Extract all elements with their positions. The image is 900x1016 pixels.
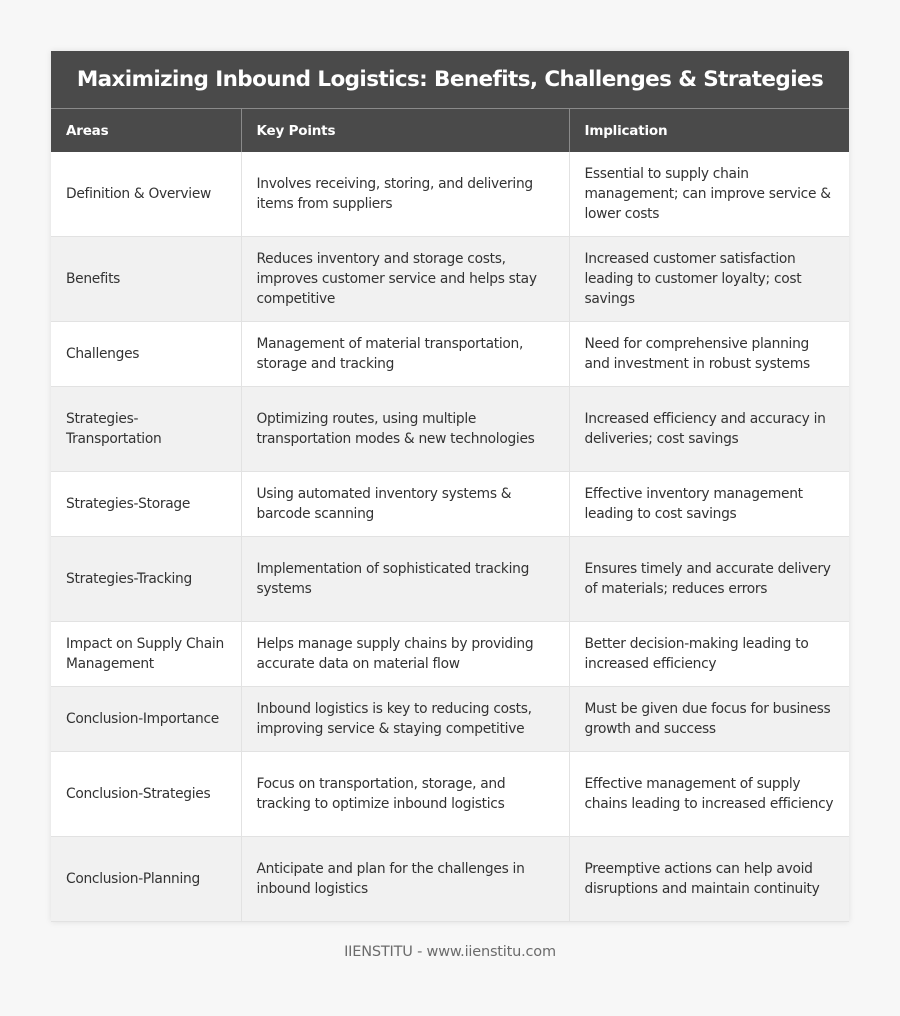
table-row <box>51 472 849 537</box>
header-key-points: Key Points <box>241 109 569 152</box>
table-row <box>51 237 849 322</box>
cell-key-points: Inbound logistics is key to reducing costs, improving service & staying competitive <box>241 687 569 752</box>
header-row <box>51 109 849 152</box>
table-row <box>51 622 849 687</box>
footer-credit: IIENSTITU - www.iienstitu.com <box>344 944 556 960</box>
cell-key-points: Implementation of sophisticated tracking systems <box>241 537 569 622</box>
logistics-table <box>51 109 849 922</box>
cell-area: Conclusion-Importance <box>51 687 241 752</box>
table-row <box>51 837 849 922</box>
cell-area: Benefits <box>51 237 241 322</box>
cell-key-points: Focus on transportation, storage, and tracking to optimize inbound logistics <box>241 752 569 837</box>
table-title: Maximizing Inbound Logistics: Benefits, Challenges & Strategies <box>51 51 849 109</box>
table-row <box>51 387 849 472</box>
cell-key-points: Involves receiving, storing, and delivering items from suppliers <box>241 152 569 237</box>
header-areas: Areas <box>51 109 241 152</box>
cell-key-points: Using automated inventory systems & barcode scanning <box>241 472 569 537</box>
table-row <box>51 322 849 387</box>
cell-area: Definition & Overview <box>51 152 241 237</box>
cell-area: Conclusion-Planning <box>51 837 241 922</box>
cell-implication: Preemptive actions can help avoid disruptions and maintain continuity <box>569 837 849 922</box>
cell-key-points: Helps manage supply chains by providing accurate data on material flow <box>241 622 569 687</box>
table-row <box>51 537 849 622</box>
cell-area: Impact on Supply Chain Management <box>51 622 241 687</box>
table-row <box>51 152 849 237</box>
cell-implication: Effective management of supply chains leading to increased efficiency <box>569 752 849 837</box>
cell-area: Conclusion-Strategies <box>51 752 241 837</box>
cell-area: Strategies-Tracking <box>51 537 241 622</box>
cell-implication: Must be given due focus for business growth and success <box>569 687 849 752</box>
cell-key-points: Anticipate and plan for the challenges in inbound logistics <box>241 837 569 922</box>
table-row <box>51 687 849 752</box>
cell-implication: Ensures timely and accurate delivery of materials; reduces errors <box>569 537 849 622</box>
cell-implication: Need for comprehensive planning and investment in robust systems <box>569 322 849 387</box>
cell-implication: Better decision-making leading to increased efficiency <box>569 622 849 687</box>
cell-implication: Effective inventory management leading to cost savings <box>569 472 849 537</box>
header-implication: Implication <box>569 109 849 152</box>
cell-area: Challenges <box>51 322 241 387</box>
cell-implication: Increased efficiency and accuracy in deliveries; cost savings <box>569 387 849 472</box>
cell-key-points: Management of material transportation, storage and tracking <box>241 322 569 387</box>
cell-area: Strategies-Storage <box>51 472 241 537</box>
cell-key-points: Reduces inventory and storage costs, improves customer service and helps stay competitive <box>241 237 569 322</box>
table-card <box>51 51 849 922</box>
table-row <box>51 752 849 837</box>
cell-key-points: Optimizing routes, using multiple transportation modes & new technologies <box>241 387 569 472</box>
cell-area: Strategies-Transportation <box>51 387 241 472</box>
cell-implication: Increased customer satisfaction leading to customer loyalty; cost savings <box>569 237 849 322</box>
cell-implication: Essential to supply chain management; can improve service & lower costs <box>569 152 849 237</box>
